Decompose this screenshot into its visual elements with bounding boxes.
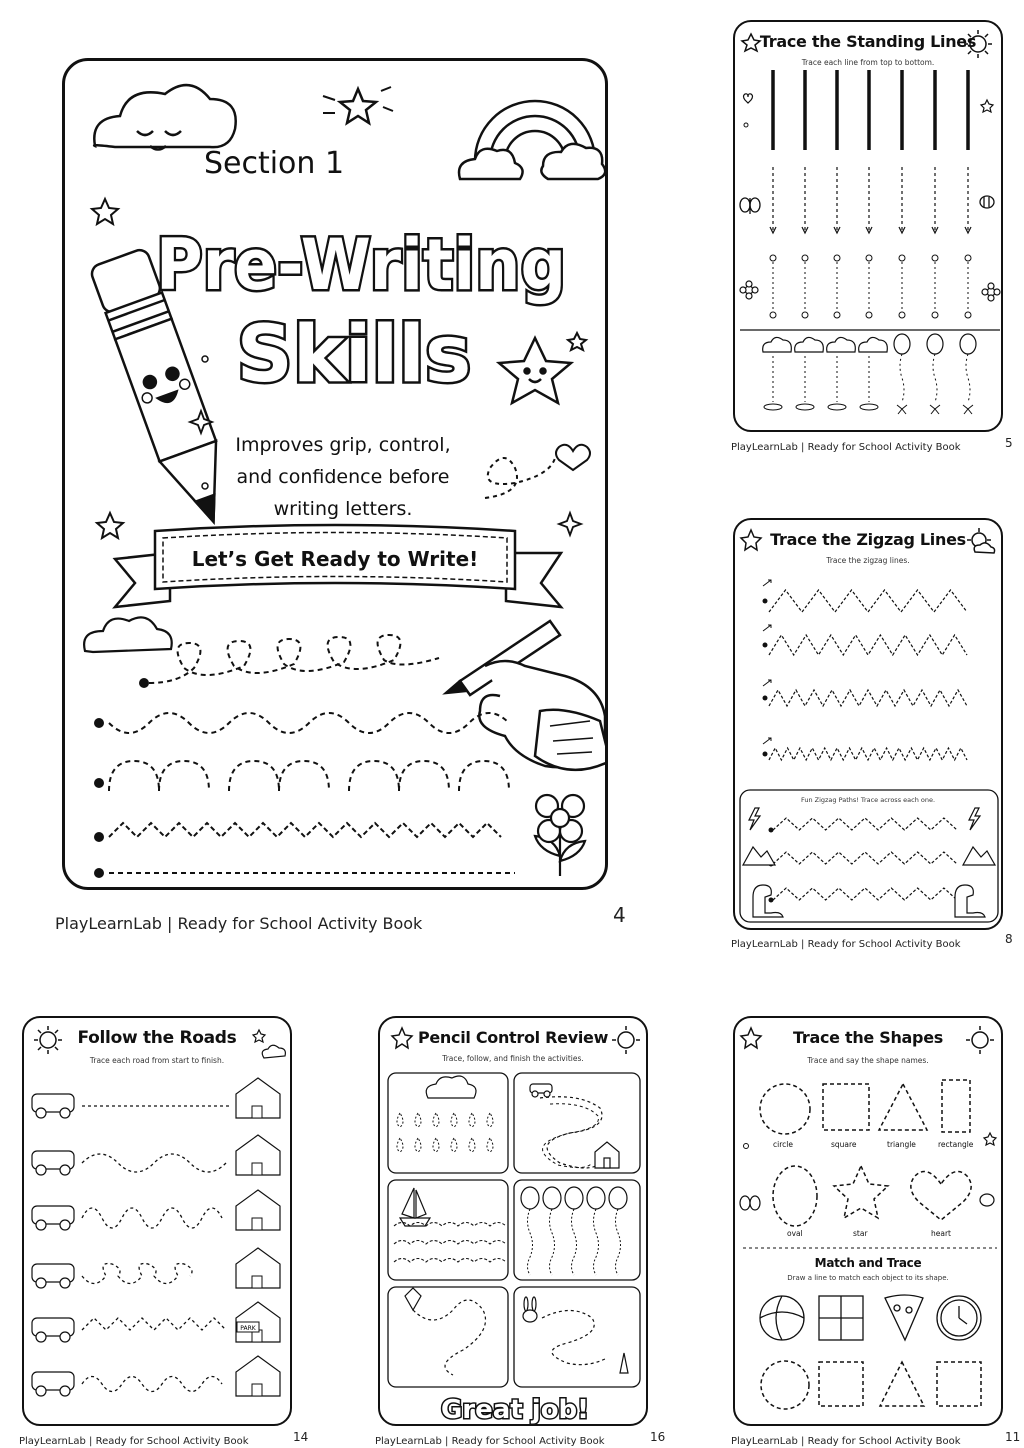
sun-icon — [966, 1026, 994, 1054]
zigzag-trace-line — [773, 852, 957, 864]
writing-hand-icon — [446, 621, 608, 770]
balloon-icon — [587, 1187, 605, 1209]
banner-text: Let’s Get Ready to Write! — [191, 547, 479, 571]
road-trace-line — [82, 1208, 222, 1228]
page-8-zigzag-lines — [733, 518, 1003, 930]
page-title: Trace the Shapes — [793, 1028, 943, 1047]
great-job-text: Great job! — [440, 1395, 590, 1425]
smiling-star-icon — [392, 1028, 412, 1048]
page-16-pencil-review — [378, 1016, 648, 1426]
page-number: 5 — [1005, 436, 1013, 450]
circle-shape — [760, 1084, 810, 1134]
oval-shape — [773, 1166, 817, 1226]
balloon-icon — [521, 1187, 539, 1209]
raindrop-icon — [451, 1138, 457, 1152]
page-subtitle: Trace and say the shape names. — [807, 1056, 929, 1065]
zigzag-trace-line — [769, 635, 967, 655]
zigzag-trace-line — [769, 590, 967, 612]
park-sign-label: PARK — [240, 1325, 256, 1332]
cloud-icon — [859, 337, 888, 352]
title-line1: Pre-Writing — [156, 224, 566, 306]
raindrop-icon — [487, 1113, 493, 1127]
bee-icon — [980, 196, 994, 208]
clock-icon — [937, 1296, 981, 1340]
cloud-icon — [795, 337, 824, 352]
cloud-icon — [763, 337, 792, 352]
title-line2: Skills — [236, 310, 472, 400]
description-line1: Improves grip, control, — [235, 434, 451, 456]
flower-icon — [740, 281, 1000, 301]
footer-text: PlayLearnLab | Ready for School Activity Book — [19, 1436, 249, 1447]
cover-title-art — [65, 61, 608, 461]
raindrop-icon — [469, 1138, 475, 1152]
raindrop-icon — [415, 1113, 421, 1127]
car-icon — [530, 1084, 552, 1097]
window-icon — [819, 1296, 863, 1340]
footer-text: PlayLearnLab | Ready for School Activity Book — [731, 1436, 961, 1447]
page-4-cover — [62, 58, 608, 890]
raindrop-icon — [469, 1113, 475, 1127]
page-number: 11 — [1005, 1430, 1021, 1444]
page-14-follow-roads — [22, 1016, 292, 1426]
page-subtitle: Trace each road from start to finish. — [89, 1056, 225, 1065]
pizza-slice-icon — [885, 1295, 923, 1340]
footer-text: PlayLearnLab | Ready for School Activity Book — [375, 1436, 605, 1447]
shape-label-rectangle: rectangle — [938, 1140, 974, 1149]
standing-lines-art — [735, 22, 1003, 432]
page-number: 4 — [613, 903, 626, 927]
sun-icon — [967, 528, 995, 553]
bunny-icon — [523, 1297, 537, 1322]
balloon-icon — [565, 1187, 583, 1209]
shape-label-oval: oval — [787, 1229, 803, 1238]
zigzag-lines-art — [735, 520, 1003, 930]
box-caption: Fun Zigzag Paths! Trace across each one. — [800, 796, 936, 804]
square-shape — [823, 1084, 869, 1130]
star-icon — [97, 513, 123, 538]
shape-label-star: star — [853, 1229, 868, 1238]
page-number: 14 — [293, 1430, 309, 1444]
ball-icon — [760, 1296, 804, 1340]
butterfly-icon — [740, 198, 760, 214]
shape-label-triangle: triangle — [887, 1140, 916, 1149]
page-5-standing-lines — [733, 20, 1003, 432]
loop-trace-line — [149, 635, 439, 683]
smiling-star-icon — [741, 1028, 761, 1048]
raindrop-icon — [451, 1113, 457, 1127]
footer-text: PlayLearnLab | Ready for School Activity Book — [55, 914, 423, 933]
wave-trace-line — [109, 713, 509, 733]
lightning-icon — [749, 808, 980, 830]
arch-trace-line — [109, 761, 509, 791]
review-art — [380, 1018, 648, 1426]
triangle-shape — [879, 1084, 927, 1130]
zigzag-trace-line — [769, 690, 967, 706]
footer-text: PlayLearnLab | Ready for School Activity Book — [731, 442, 961, 453]
kite-icon — [405, 1288, 421, 1310]
match-title: Match and Trace — [814, 1256, 922, 1270]
balloon-icon — [927, 334, 943, 354]
page-11-trace-shapes — [733, 1016, 1003, 1426]
page-number: 16 — [650, 1430, 666, 1444]
shapes-art — [735, 1018, 1003, 1426]
road-trace-line — [82, 1377, 222, 1392]
smiling-star-icon — [741, 530, 761, 550]
house-icon — [595, 1142, 619, 1168]
page-title: Follow the Roads — [77, 1028, 237, 1048]
page-subtitle: Trace, follow, and finish the activities. — [442, 1054, 584, 1063]
sun-icon — [34, 1026, 62, 1054]
shape-label-square: square — [831, 1140, 857, 1149]
star-icon — [742, 34, 760, 51]
road-trace-line — [82, 1264, 192, 1284]
bee-icon — [980, 1194, 994, 1206]
balloon-icon — [609, 1187, 627, 1209]
balloon-icon — [894, 334, 910, 354]
sun-icon — [612, 1026, 640, 1054]
page-subtitle: Trace each line from top to bottom. — [801, 58, 935, 67]
zigzag-trace-line — [773, 888, 957, 900]
cloud-icon — [827, 337, 856, 352]
raindrop-icon — [487, 1138, 493, 1152]
raindrop-icon — [433, 1138, 439, 1152]
zigzag-trace-line — [769, 748, 967, 760]
page-title: Pencil Control Review — [417, 1028, 609, 1047]
match-subtitle: Draw a line to match each object to its shape. — [787, 1274, 949, 1282]
rain-cloud-icon — [426, 1076, 476, 1098]
page-title: Trace the Zigzag Lines — [770, 530, 966, 549]
balloon-icon — [960, 334, 976, 354]
description-line3: writing letters. — [273, 498, 413, 520]
rectangle-shape — [942, 1080, 970, 1132]
butterfly-icon — [740, 1196, 760, 1210]
page-subtitle: Trace the zigzag lines. — [826, 556, 910, 565]
raindrop-icon — [397, 1113, 403, 1127]
roads-art — [24, 1018, 292, 1426]
section-label: Section 1 — [203, 146, 345, 181]
page-title: Trace the Standing Lines — [759, 32, 977, 51]
raindrop-icon — [397, 1138, 403, 1152]
wave-trace-line — [394, 1259, 506, 1263]
carrot-icon — [620, 1353, 628, 1373]
flower-icon — [535, 795, 585, 876]
description-line2: and confidence before — [236, 466, 450, 488]
cloud-icon — [84, 617, 172, 652]
road-trace-line — [82, 1154, 226, 1172]
sailboat-icon — [400, 1188, 430, 1226]
footer-text: PlayLearnLab | Ready for School Activity Book — [731, 939, 961, 950]
shape-label-heart: heart — [931, 1229, 951, 1238]
raindrop-icon — [433, 1113, 439, 1127]
road-trace-line — [82, 1318, 226, 1330]
raindrop-icon — [415, 1138, 421, 1152]
wave-trace-line — [394, 1241, 506, 1245]
zigzag-trace-line — [109, 823, 501, 837]
sun-icon — [964, 30, 992, 58]
shape-label-circle: circle — [773, 1140, 793, 1149]
heart-shape — [911, 1172, 971, 1221]
zigzag-trace-line — [773, 818, 957, 830]
balloon-icon — [543, 1187, 561, 1209]
page-number: 8 — [1005, 932, 1013, 946]
star-shape — [834, 1166, 888, 1218]
